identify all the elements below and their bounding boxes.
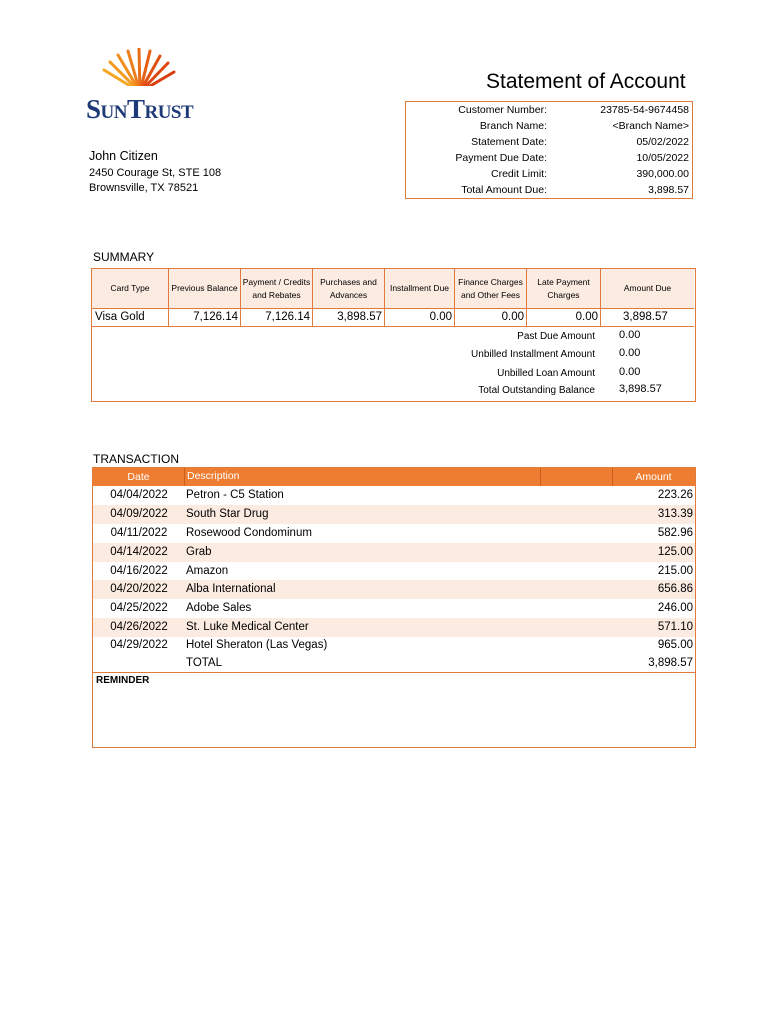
summary-unbilled-loan: [92, 368, 694, 384]
account-label: Payment Due Date:: [455, 152, 547, 164]
transaction-description: Hotel Sheraton (Las Vegas): [186, 639, 328, 651]
transaction-date: 04/29/2022: [110, 639, 168, 651]
summary-previous-balance: 7,126.14: [169, 309, 241, 327]
summary-header: Amount Due: [601, 269, 694, 309]
account-label: Total Amount Due:: [461, 184, 547, 196]
summary-payment-credits: 7,126.14: [241, 309, 313, 327]
summary-finance-charges: 0.00: [455, 309, 527, 327]
transaction-title: TRANSACTION: [93, 452, 180, 466]
summary-title: SUMMARY: [93, 250, 155, 264]
transaction-amount: 215.00: [657, 565, 693, 577]
summary-header: Installment Due: [385, 269, 455, 309]
transaction-total-row: [93, 654, 695, 673]
summary-extra-value: 0.00: [619, 347, 641, 359]
bank-name: SunTrust: [86, 94, 194, 124]
transaction-table: [92, 467, 696, 673]
transaction-description: Amazon: [186, 565, 229, 577]
transaction-date: 04/25/2022: [110, 602, 168, 614]
account-value: <Branch Name>: [612, 120, 689, 132]
summary-header: Late Payment Charges: [527, 269, 601, 309]
summary-header: Card Type: [92, 269, 169, 309]
transaction-header-date: Date: [93, 468, 185, 486]
summary-extra-label: Past Due Amount: [517, 331, 595, 342]
table-row: [93, 599, 695, 618]
transaction-amount: 656.86: [657, 583, 693, 595]
account-value: 05/02/2022: [636, 136, 689, 148]
transaction-date: 04/16/2022: [110, 565, 168, 577]
page-title: Statement of Account: [486, 70, 686, 93]
transaction-date: 04/11/2022: [110, 527, 168, 539]
summary-extra-value: 0.00: [619, 366, 641, 378]
suntrust-logo: [86, 48, 216, 124]
transaction-total-label: TOTAL: [186, 657, 222, 669]
summary-header: Payment / Credits and Rebates: [241, 269, 313, 309]
transaction-description: Rosewood Condominum: [186, 527, 312, 539]
transaction-date: 04/14/2022: [110, 546, 168, 558]
summary-amount-due: 3,898.57: [601, 309, 694, 327]
summary-extra-label: Unbilled Loan Amount: [497, 368, 595, 379]
summary-extra-value: 3,898.57: [619, 383, 662, 395]
reminder-box: [92, 672, 696, 748]
table-row: [93, 636, 695, 655]
account-row-branch-name: [406, 120, 692, 136]
sunburst-icon: [96, 48, 206, 94]
transaction-description: Adobe Sales: [186, 602, 252, 614]
account-label: Branch Name:: [479, 120, 547, 132]
transaction-header: [93, 468, 695, 486]
customer-address-line2: Brownsville, TX 78521: [89, 182, 199, 194]
transaction-amount: 582.96: [657, 527, 693, 539]
table-row: [93, 524, 695, 543]
transaction-date: 04/20/2022: [110, 583, 168, 595]
account-row-total-amount-due: [406, 184, 692, 200]
table-row: [93, 618, 695, 637]
transaction-amount: 246.00: [657, 602, 693, 614]
transaction-date: 04/09/2022: [110, 508, 168, 520]
transaction-header-description: Description: [185, 468, 541, 486]
transaction-description: South Star Drug: [186, 508, 269, 520]
summary-unbilled-installment: [92, 349, 694, 365]
summary-header: Previous Balance: [169, 269, 241, 309]
transaction-description: Alba International: [186, 583, 276, 595]
transaction-total-amount: 3,898.57: [648, 657, 693, 669]
table-row: [93, 505, 695, 524]
table-row: [93, 486, 695, 505]
reminder-label: REMINDER: [96, 675, 150, 686]
account-row-payment-due-date: [406, 152, 692, 168]
account-value: 10/05/2022: [636, 152, 689, 164]
transaction-amount: 125.00: [657, 546, 693, 558]
transaction-amount: 965.00: [657, 639, 693, 651]
transaction-amount: 223.26: [657, 489, 693, 501]
account-label: Credit Limit:: [490, 168, 547, 180]
transaction-description: Grab: [186, 546, 212, 558]
summary-header: Purchases and Advances: [313, 269, 385, 309]
summary-past-due: [92, 331, 694, 347]
account-row-customer-number: [406, 104, 692, 120]
account-value: 390,000.00: [636, 168, 689, 180]
transaction-description: Petron - C5 Station: [186, 489, 284, 501]
transaction-amount: 571.10: [657, 621, 693, 633]
summary-late-payment: 0.00: [527, 309, 601, 327]
account-row-statement-date: [406, 136, 692, 152]
summary-header: Finance Charges and Other Fees: [455, 269, 527, 309]
account-label: Statement Date:: [471, 136, 547, 148]
transaction-description: St. Luke Medical Center: [186, 621, 309, 633]
customer-name: John Citizen: [89, 149, 158, 163]
summary-purchases: 3,898.57: [313, 309, 385, 327]
account-info-box: [405, 101, 693, 199]
summary-extra-value: 0.00: [619, 329, 641, 341]
summary-extra-label: Total Outstanding Balance: [478, 385, 595, 396]
customer-address-line1: 2450 Courage St, STE 108: [89, 167, 222, 179]
summary-card-type: Visa Gold: [92, 309, 169, 327]
table-row: [93, 562, 695, 581]
account-row-credit-limit: [406, 168, 692, 184]
account-value: 3,898.57: [648, 184, 689, 196]
table-row: [93, 543, 695, 562]
account-value: 23785-54-9674458: [600, 104, 689, 116]
transaction-amount: 313.39: [657, 508, 693, 520]
transaction-date: 04/26/2022: [110, 621, 168, 633]
summary-extra-label: Unbilled Installment Amount: [471, 349, 595, 360]
summary-table: [91, 268, 696, 402]
summary-installment-due: 0.00: [385, 309, 455, 327]
transaction-header-amount: Amount: [635, 471, 672, 483]
table-row: [93, 580, 695, 599]
transaction-header-blank: [541, 468, 613, 486]
account-label: Customer Number:: [458, 104, 547, 116]
summary-total-outstanding: [92, 385, 694, 401]
transaction-date: 04/04/2022: [110, 489, 168, 501]
